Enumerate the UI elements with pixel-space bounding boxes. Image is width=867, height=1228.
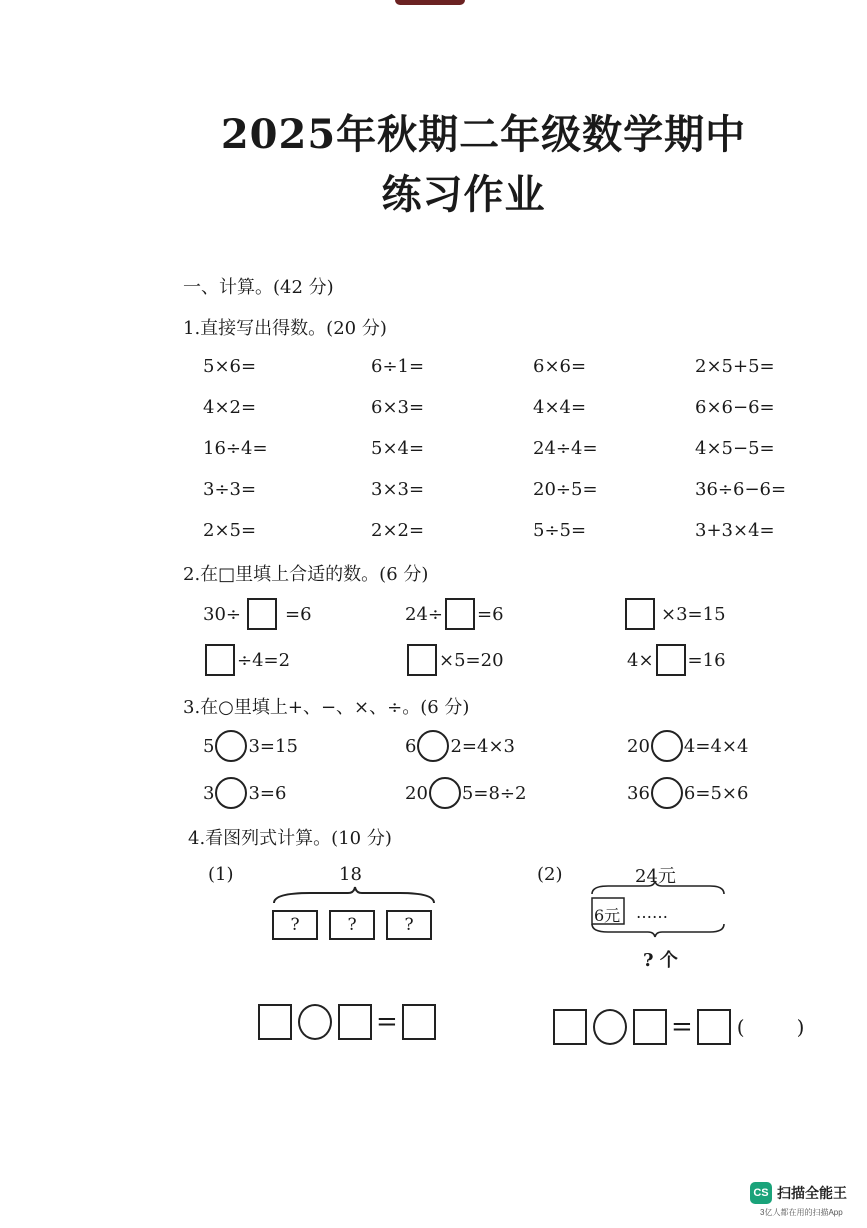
q1-heading: 1.直接写出得数。(20 分) — [183, 318, 387, 339]
q2-text: =6 — [285, 603, 312, 625]
scanner-tagline: 3亿人都在用的扫描App — [760, 1208, 843, 1217]
section-heading-calc: 一、计算。(42 分) — [183, 277, 334, 298]
answer-box[interactable] — [445, 598, 475, 630]
q1-item: 16÷4= — [203, 438, 268, 459]
q3-item — [405, 730, 515, 762]
q3-item — [405, 777, 526, 809]
operator-circle[interactable] — [429, 777, 461, 809]
equals-sign: = — [671, 1012, 693, 1042]
figure2-count: ? 个 — [643, 950, 678, 971]
answer-box[interactable] — [697, 1009, 731, 1045]
figure1-brace — [270, 885, 440, 907]
answer-box[interactable] — [553, 1009, 587, 1045]
q3-item — [203, 777, 286, 809]
q2-item — [405, 598, 504, 630]
scanner-app-name: 扫描全能王 — [777, 1185, 847, 1201]
figure2-label: (2) — [537, 864, 563, 885]
figure2-equation — [553, 1009, 804, 1045]
q2-item — [623, 598, 726, 630]
q2-heading: 2.在□里填上合适的数。(6 分) — [183, 564, 429, 585]
answer-box[interactable] — [247, 598, 277, 630]
q1-item: 3×3= — [371, 479, 425, 500]
q3-text: 4=4×4 — [683, 735, 749, 757]
q1-item: 20÷5= — [533, 479, 598, 500]
q1-item: 2×2= — [371, 520, 425, 541]
q3-text: 5=8÷2 — [461, 782, 527, 804]
q2-text: ×5=20 — [439, 649, 504, 671]
q3-text: 3=6 — [248, 782, 287, 804]
figure2-dots: …… — [636, 903, 668, 922]
answer-box[interactable] — [338, 1004, 372, 1040]
answer-box[interactable] — [633, 1009, 667, 1045]
scanner-logo: CS — [750, 1182, 772, 1204]
q2-text: 30÷ — [203, 603, 241, 625]
operator-circle[interactable] — [593, 1009, 627, 1045]
operator-circle[interactable] — [215, 777, 247, 809]
q2-item — [405, 644, 504, 676]
equals-sign: = — [376, 1007, 398, 1037]
q1-item: 36÷6−6= — [695, 479, 787, 500]
q2-item — [203, 598, 312, 630]
unit-paren-open: ( — [736, 1015, 745, 1039]
q2-text: ÷4=2 — [237, 649, 291, 671]
q3-text: 2=4×3 — [450, 735, 515, 757]
figure1-total: 18 — [339, 864, 362, 885]
q4-heading: 4.看图列式计算。(10 分) — [188, 828, 392, 849]
figure1-box: ? — [386, 910, 432, 940]
q3-text: 6 — [405, 735, 417, 757]
q2-text: =16 — [687, 649, 726, 671]
q1-item: 4×2= — [203, 397, 257, 418]
q2-text: 4× — [627, 649, 654, 671]
q1-item: 6×3= — [371, 397, 425, 418]
figure2-total: 24元 — [635, 866, 676, 887]
q3-item — [627, 730, 748, 762]
operator-circle[interactable] — [651, 777, 683, 809]
operator-circle[interactable] — [651, 730, 683, 762]
figure1-label: (1) — [208, 864, 234, 885]
page-title-line1: 2025年秋期二年级数学期中 — [220, 111, 747, 158]
q3-heading: 3.在○里填上+、−、×、÷。(6 分) — [183, 697, 470, 718]
q2-text: =6 — [477, 603, 504, 625]
figure1-equation — [258, 1004, 436, 1040]
answer-box[interactable] — [402, 1004, 436, 1040]
answer-box[interactable] — [407, 644, 437, 676]
q3-text: 20 — [627, 735, 650, 757]
q1-item: 6×6= — [533, 356, 587, 377]
figure1-box: ? — [272, 910, 318, 940]
q2-text: ×3=15 — [661, 603, 726, 625]
answer-box[interactable] — [656, 644, 686, 676]
q1-item: 5÷5= — [533, 520, 587, 541]
answer-box[interactable] — [205, 644, 235, 676]
q1-item: 2×5= — [203, 520, 257, 541]
q3-item — [627, 777, 748, 809]
operator-circle[interactable] — [215, 730, 247, 762]
answer-box[interactable] — [625, 598, 655, 630]
q1-item: 24÷4= — [533, 438, 598, 459]
q1-item: 3+3×4= — [695, 520, 775, 541]
q3-text: 6=5×6 — [683, 782, 749, 804]
q2-item — [627, 644, 726, 676]
q1-item: 6÷1= — [371, 356, 425, 377]
operator-circle[interactable] — [298, 1004, 332, 1040]
q2-item — [203, 644, 290, 676]
q2-text: 24÷ — [405, 603, 443, 625]
q1-item: 3÷3= — [203, 479, 257, 500]
q1-item: 5×4= — [371, 438, 425, 459]
q3-text: 36 — [627, 782, 650, 804]
operator-circle[interactable] — [417, 730, 449, 762]
figure2-unit-price: 6元 — [594, 906, 621, 925]
q3-text: 3 — [203, 782, 215, 804]
answer-box[interactable] — [258, 1004, 292, 1040]
q3-text: 5 — [203, 735, 215, 757]
figure1-box: ? — [329, 910, 375, 940]
q1-item: 4×5−5= — [695, 438, 775, 459]
page-title-line2: 练习作业 — [381, 171, 546, 218]
q1-item: 2×5+5= — [695, 356, 775, 377]
top-edge-mark — [395, 0, 465, 5]
q1-item: 4×4= — [533, 397, 587, 418]
unit-paren-close: ) — [796, 1015, 805, 1039]
q1-item: 6×6−6= — [695, 397, 775, 418]
q3-text: 20 — [405, 782, 428, 804]
q3-item — [203, 730, 298, 762]
q1-item: 5×6= — [203, 356, 257, 377]
q3-text: 3=15 — [248, 735, 298, 757]
